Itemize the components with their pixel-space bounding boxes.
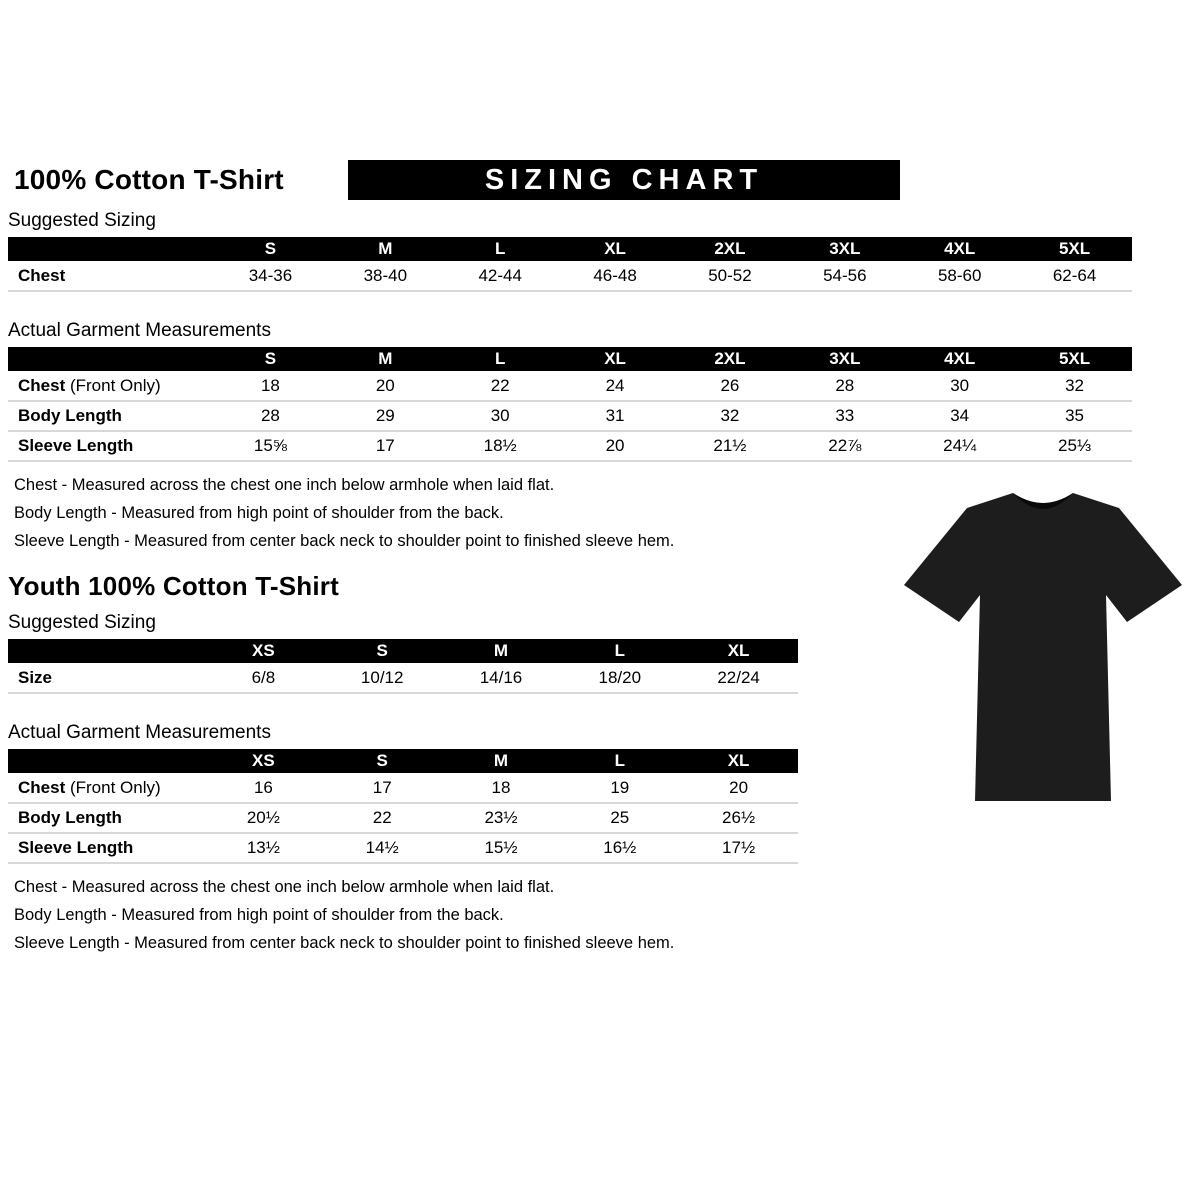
size-value: 17 [328,431,443,461]
measurement-note: Body Length - Measured from high point of shoulder from the back. [14,906,504,924]
table-row [8,773,798,803]
size-value: 34-36 [213,261,328,291]
size-column-header: L [560,749,679,773]
size-column-header: M [328,347,443,371]
size-column-header: M [328,237,443,261]
row-label: Size [8,663,204,693]
size-value: 22/24 [679,663,798,693]
size-column-header: S [323,639,442,663]
size-column-header: 4XL [902,237,1017,261]
size-value: 6/8 [204,663,323,693]
row-label: Chest (Front Only) [8,773,204,803]
row-label: Body Length [8,401,213,431]
adult-actual-table [8,347,1200,462]
adult-actual-measurements-label: Actual Garment Measurements [8,320,271,341]
size-value: 17½ [679,833,798,863]
size-column-header: L [443,237,558,261]
size-column-header: 5XL [1017,347,1132,371]
size-value: 38-40 [328,261,443,291]
tshirt-product-image [898,474,1188,814]
size-value: 26½ [679,803,798,833]
corner-cell [8,639,204,663]
size-value: 17 [323,773,442,803]
adult-suggested-table [8,237,1200,292]
size-value: 50-52 [673,261,788,291]
size-value: 25 [560,803,679,833]
table-row [8,431,1132,461]
table-row [8,833,798,863]
size-value: 14½ [323,833,442,863]
size-column-header: 2XL [673,347,788,371]
size-column-header: 3XL [787,237,902,261]
size-value: 25⅓ [1017,431,1132,461]
size-value: 15⅝ [213,431,328,461]
youth-measurement-notes [8,878,1200,953]
size-value: 18 [213,371,328,401]
measurement-note: Sleeve Length - Measured from center back neck to shoulder point to finished sleeve hem. [14,934,675,952]
size-column-header: XL [558,237,673,261]
row-label: Chest (Front Only) [8,371,213,401]
adult-title: 100% Cotton T-Shirt [14,164,284,195]
size-column-header: 2XL [673,237,788,261]
size-value: 10/12 [323,663,442,693]
row-label: Chest [8,261,213,291]
size-value: 32 [673,401,788,431]
size-column-header: S [213,237,328,261]
size-value: 20 [328,371,443,401]
size-value: 20 [558,431,673,461]
size-value: 18 [442,773,561,803]
size-value: 22⅞ [787,431,902,461]
size-value: 24 [558,371,673,401]
size-value: 30 [902,371,1017,401]
measurement-note: Sleeve Length - Measured from center back neck to shoulder point to finished sleeve hem. [14,532,675,550]
size-value: 18½ [443,431,558,461]
size-value: 54-56 [787,261,902,291]
size-value: 29 [328,401,443,431]
size-value: 33 [787,401,902,431]
corner-cell [8,237,213,261]
size-value: 19 [560,773,679,803]
size-value: 22 [443,371,558,401]
size-value: 31 [558,401,673,431]
size-column-header: 3XL [787,347,902,371]
tshirt-graphic [898,474,1188,814]
size-value: 58-60 [902,261,1017,291]
size-value: 18/20 [560,663,679,693]
size-column-header: XS [204,749,323,773]
header-row [8,160,1200,200]
size-value: 46-48 [558,261,673,291]
size-column-header: M [442,749,561,773]
adult-suggested-sizing-label: Suggested Sizing [8,210,156,231]
row-label: Body Length [8,803,204,833]
size-value: 13½ [204,833,323,863]
table-row [8,261,1132,291]
size-value: 28 [213,401,328,431]
youth-actual-measurements-label: Actual Garment Measurements [8,722,271,743]
size-value: 16 [204,773,323,803]
size-column-header: 4XL [902,347,1017,371]
measurement-note: Chest - Measured across the chest one inch below armhole when laid flat. [14,878,555,896]
size-value: 28 [787,371,902,401]
measurement-note: Body Length - Measured from high point of shoulder from the back. [14,504,504,522]
banner-title: SIZING CHART [484,163,764,196]
size-value: 32 [1017,371,1132,401]
youth-suggested-sizing-label: Suggested Sizing [8,612,156,633]
size-column-header: S [213,347,328,371]
sizing-chart-banner [348,160,900,200]
size-value: 15½ [442,833,561,863]
size-value: 20 [679,773,798,803]
size-value: 62-64 [1017,261,1132,291]
size-value: 21½ [673,431,788,461]
row-label: Sleeve Length [8,833,204,863]
tshirt-body-shape [904,493,1182,801]
size-column-header: 5XL [1017,237,1132,261]
size-column-header: XL [679,749,798,773]
size-value: 20½ [204,803,323,833]
corner-cell [8,749,204,773]
size-column-header: XL [679,639,798,663]
size-value: 22 [323,803,442,833]
row-label: Sleeve Length [8,431,213,461]
youth-title: Youth 100% Cotton T-Shirt [8,571,339,601]
size-value: 16½ [560,833,679,863]
size-column-header: L [443,347,558,371]
size-value: 24¼ [902,431,1017,461]
table-row [8,371,1132,401]
size-value: 42-44 [443,261,558,291]
size-column-header: L [560,639,679,663]
size-column-header: XS [204,639,323,663]
size-value: 35 [1017,401,1132,431]
size-value: 34 [902,401,1017,431]
size-value: 14/16 [442,663,561,693]
size-column-header: XL [558,347,673,371]
table-row [8,663,798,693]
size-column-header: S [323,749,442,773]
size-value: 30 [443,401,558,431]
size-value: 26 [673,371,788,401]
measurement-note: Chest - Measured across the chest one inch below armhole when laid flat. [14,476,555,494]
table-row [8,803,798,833]
table-row [8,401,1132,431]
size-value: 23½ [442,803,561,833]
corner-cell [8,347,213,371]
size-column-header: M [442,639,561,663]
